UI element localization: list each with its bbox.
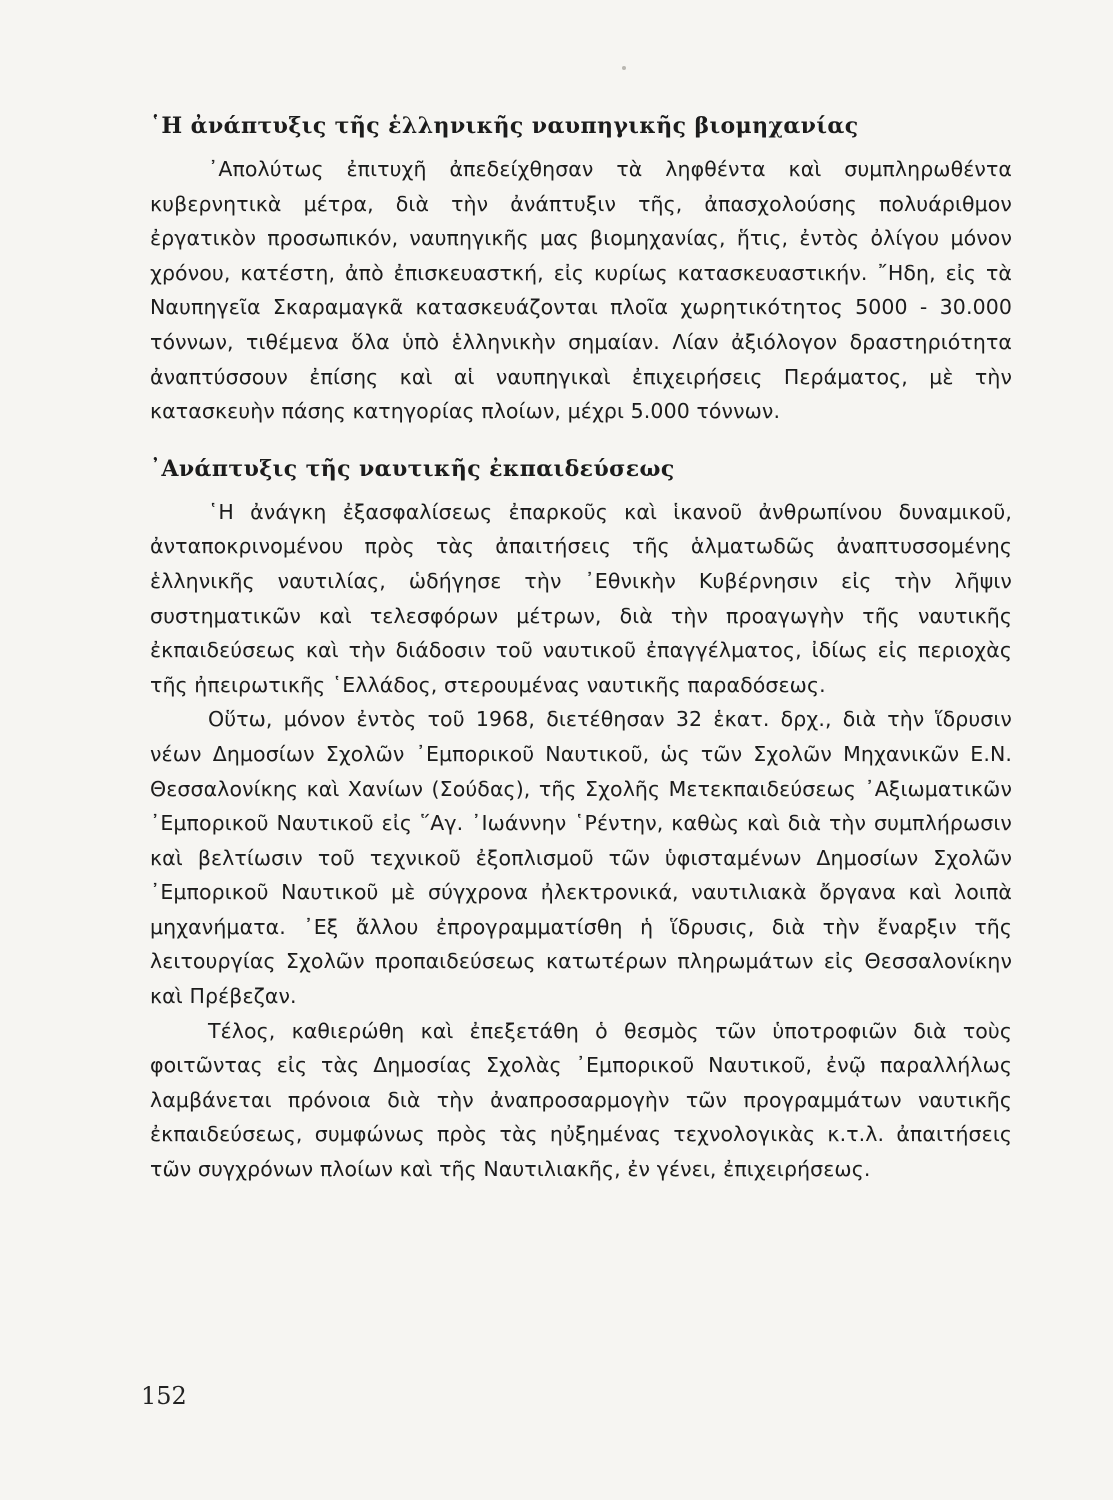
section-heading-shipbuilding: ῾Η ἀνάπτυξις τῆς ἑλληνικῆς ναυπηγικῆς βιομηχανίας — [150, 113, 859, 139]
paragraph: ῾Η ἀνάγκη ἐξασφαλίσεως ἐπαρκοῦς καὶ ἱκανοῦ ἀνθρωπίνου δυναμικοῦ, ἀνταποκρινομένου πρὸς τὰς ἀπαιτήσεις τῆς ἁλματωδῶς ἀναπτυσσομένης ἑλληνικῆς ναυτιλίας, ὡδήγησε τὴν ᾿Εθνικὴν Κυβέρνησιν εἰς τὴν λῆψιν συστηματικῶν καὶ τελεσφόρων μέτρων, διὰ τὴν προαγωγὴν τῆς ναυτικῆς ἐκπαιδεύσεως καὶ τὴν διάδοσιν τοῦ ναυτικοῦ ἐπαγγέλματος, ἰδίως εἰς περιοχὰς τῆς ἠπειρωτικῆς ῾Ελλάδος, στερουμένας ναυτικῆς παραδόσεως. — [150, 499, 1012, 697]
paragraph: ᾿Απολύτως ἐπιτυχῆ ἀπεδείχθησαν τὰ ληφθέντα καὶ συμπληρωθέντα κυβερνητικὰ μέτρα, διὰ τὴν ἀνάπτυξιν τῆς, ἀπασχολούσης πολυάριθμον ἐργατικὸν προσωπικόν, ναυπηγικῆς μας βιομηχανίας, ἥτις, ἐντὸς ὀλίγου μόνον χρόνου, κατέστη, ἀπὸ ἐπισκευαστκή, εἰς κυρίως κατασκευαστικήν. ῎Ηδη, εἰς τὰ Ναυπηγεῖα Σκαραμαγκᾶ κατασκευάζονται πλοῖα χωρητικότητος 5000 - 30.000 τόννων, τιθέμενα ὅλα ὑπὸ ἑλληνικὴν σημαίαν. Λίαν ἀξιόλογον δραστηριότητα ἀναπτύσσουν ἐπίσης καὶ αἱ ναυπηγικαὶ ἐπιχειρήσεις Περάματος, μὲ τὴν κατασκευὴν πάσης κατηγορίας πλοίων, μέχρι 5.000 τόννων. — [150, 157, 1012, 424]
paragraph: Τέλος, καθιερώθη καὶ ἐπεξετάθη ὁ θεσμὸς τῶν ὑποτροφιῶν διὰ τοὺς φοιτῶντας εἰς τὰς Δημοσίας Σχολὰς ᾿Εμπορικοῦ Ναυτικοῦ, ἐνῷ παραλλήλως λαμβάνεται πρόνοια διὰ τὴν ἀναπροσαρμογὴν τῶν προγραμμάτων ναυτικῆς ἐκπαιδεύσεως, συμφώνως πρὸς τὰς ηὐξημένας τεχνολογικὰς κ.τ.λ. ἀπαιτήσεις τῶν συγχρόνων πλοίων καὶ τῆς Ναυτιλιακῆς, ἐν γένει, ἐπιχειρήσεως. — [150, 1018, 1012, 1182]
paper-speck — [622, 66, 626, 70]
page-number: 152 — [141, 1382, 187, 1410]
page-content — [150, 106, 1012, 1187]
section-heading-maritime-education: ᾿Ανάπτυξις τῆς ναυτικῆς ἐκπαιδεύσεως — [150, 455, 675, 482]
paragraph: Οὕτω, μόνον ἐντὸς τοῦ 1968, διετέθησαν 32 ἑκατ. δρχ., διὰ τὴν ἵδρυσιν νέων Δημοσίων Σχολῶν ᾿Εμπορικοῦ Ναυτικοῦ, ὡς τῶν Σχολῶν Μηχανικῶν Ε.Ν. Θεσσαλονίκης καὶ Χανίων (Σούδας), τῆς Σχολῆς Μετεκπαιδεύσεως ᾿Αξιωματικῶν ᾿Εμπορικοῦ Ναυτικοῦ εἰς ῞Αγ. ᾿Ιωάννην ῾Ρέντην, καθὼς καὶ διὰ τὴν συμπλήρωσιν καὶ βελτίωσιν τοῦ τεχνικοῦ ἐξοπλισμοῦ τῶν ὑφισταμένων Δημοσίων Σχολῶν ᾿Εμπορικοῦ Ναυτικοῦ μὲ σύγχρονα ἠλεκτρονικά, ναυτιλιακὰ ὄργανα καὶ λοιπὰ μηχανήματα. ᾿Εξ ἄλλου ἐπρογραμματίσθη ἡ ἵδρυσις, διὰ τὴν ἔναρξιν τῆς λειτουργίας Σχολῶν προπαιδεύσεως κατωτέρων πληρωμάτων εἰς Θεσσαλονίκην καὶ Πρέβεζαν. — [150, 707, 1012, 1009]
